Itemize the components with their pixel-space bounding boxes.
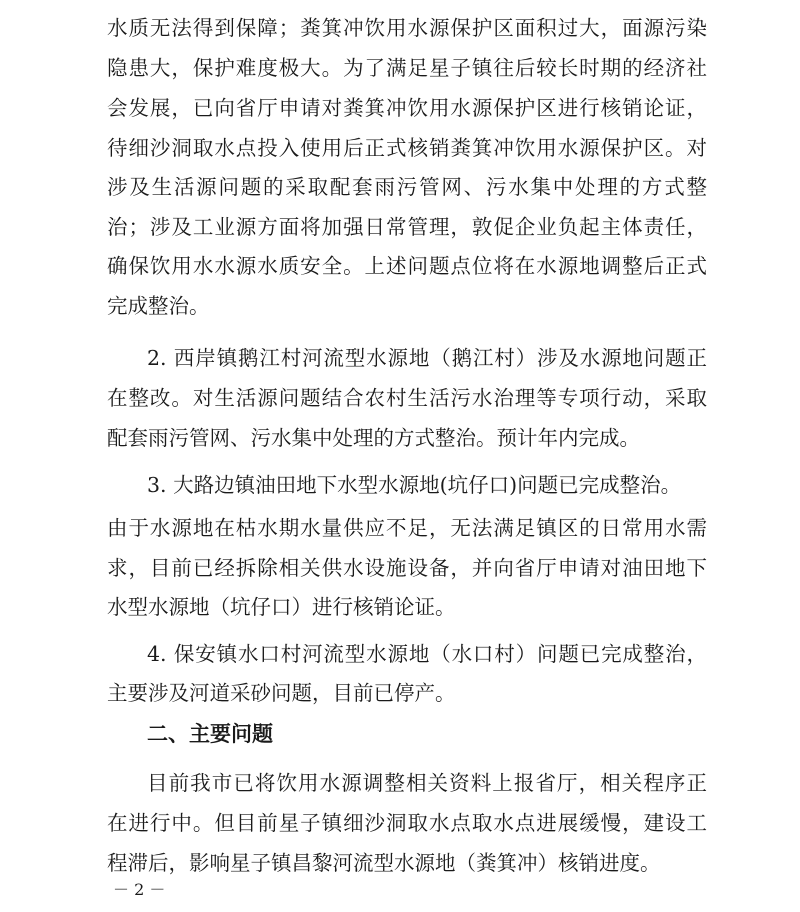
text-line: 水质无法得到保障；粪箕冲饮用水源保护区面积过大，面源污染 [107,16,707,40]
text-line: 3. 大路边镇油田地下水型水源地(坑仔口)问题已完成整治。 [147,473,682,497]
page-number: － 2 － [113,880,166,899]
text-line: 2. 西岸镇鹅江村河流型水源地（鹅江村）涉及水源地问题正 [147,346,707,370]
text-line: 在进行中。但目前星子镇细沙洞取水点取水点进展缓慢，建设工 [107,811,707,835]
text-line: 求，目前已经拆除相关供水设施设备，并向省厅申请对油田地下 [107,556,707,580]
text-line: 涉及生活源问题的采取配套雨污管网、污水集中处理的方式整 [107,175,707,199]
text-line: 配套雨污管网、污水集中处理的方式整治。预计年内完成。 [107,426,640,450]
text-line: 程滞后，影响星子镇昌黎河流型水源地（粪箕冲）核销进度。 [107,851,661,875]
section-heading: 二、主要问题 [147,722,273,746]
text-line: 由于水源地在枯水期水量供应不足，无法满足镇区的日常用水需 [107,516,707,540]
text-line: 隐患大，保护难度极大。为了满足星子镇往后较长时期的经济社 [107,56,707,80]
text-line: 4. 保安镇水口村河流型水源地（水口村）问题已完成整治， [147,642,707,666]
text-line: 待细沙洞取水点投入使用后正式核销粪箕冲饮用水源保护区。对 [107,136,707,160]
text-line: 水型水源地（坑仔口）进行核销论证。 [107,595,456,619]
text-line: 目前我市已将饮用水源调整相关资料上报省厅，相关程序正 [147,771,707,795]
text-line: 主要涉及河道采砂问题，目前已停产。 [107,681,456,705]
text-line: 完成整治。 [107,294,210,318]
text-line: 治；涉及工业源方面将加强日常管理，敦促企业负起主体责任， [107,215,707,239]
text-line: 在整改。对生活源问题结合农村生活污水治理等专项行动，采取 [107,386,707,410]
text-line: 会发展，已向省厅申请对粪箕冲饮用水源保护区进行核销论证， [107,96,707,120]
text-line: 确保饮用水水源水质安全。上述问题点位将在水源地调整后正式 [107,254,707,278]
